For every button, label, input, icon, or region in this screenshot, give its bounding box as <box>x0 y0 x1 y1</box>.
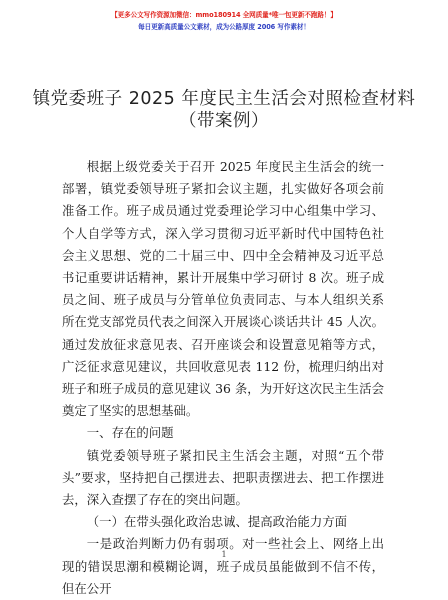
page-number: 1 <box>221 550 227 559</box>
section-paragraph: 镇党委领导班子紧扣民主生活会主题，对照“五个带头”要求，坚持把自己摆进去、把职责摆进去、把工作摆进去，深入查摆了存在的突出问题。 <box>62 447 384 508</box>
promo-banner-red: 【更多公文写作资源加微信：mmo180914 全网质量*唯一包更新不跑路！】 <box>111 11 337 19</box>
promo-banner-blue: 每日更新高质量公文素材，成为公路厚度 2006 写作素材！ <box>138 23 310 31</box>
subsection-paragraph: 一是政治判断力仍有弱项。对一些社会上、网络上出现的错误思潮和模糊论调，班子成员虽能做到不信不传，但在公开 <box>62 536 384 596</box>
document-subtitle: （带案例） <box>179 111 269 131</box>
section-heading: 一、存在的问题 <box>86 425 174 441</box>
subsection-heading: （一）在带头强化政治忠诚、提高政治能力方面 <box>86 514 347 530</box>
document-title: 镇党委班子 2025 年度民主生活会对照检查材料 <box>32 89 416 109</box>
document-body <box>62 156 384 600</box>
intro-paragraph: 根据上级党委关于召开 2025 年度民主生活会的统一部署，镇党委领导班子紧扣会议主题，扎实做好各项会前准备工作。班子成员通过党委理论学习中心组集中学习、个人自学等方式，深入学习贯彻习近平新时代中国特色社会主义思想、党的二十届三中、四中全会精神及习近平总书记重要讲话精神，累计开展集中学习研讨 8 次。班子成员之间、班子成员与分管单位负责同志、与本人组织关系所在党支部党员代表之间深入开展谈心谈话共计 45 人次。通过发放征求意见表、召开座谈会和设置意见箱等方式，广泛征求意见建议，共回收意见表 112 份，梳理归纳出对班子和班子成员的意见建议 36 条，为开好这次民主生活会奠定了坚实的思想基础。 <box>62 159 384 419</box>
